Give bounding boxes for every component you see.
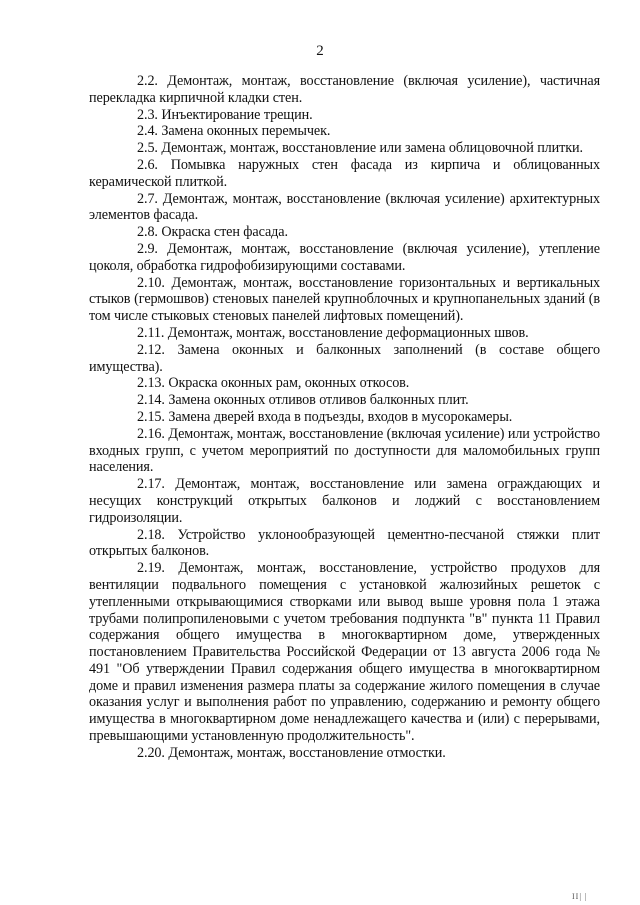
list-item: 2.15. Замена дверей входа в подъезды, входов в мусорокамеры. — [137, 408, 513, 425]
list-item: 2.13. Окраска оконных рам, оконных откосов. — [137, 375, 410, 392]
list-item: 2.20. Демонтаж, монтаж, восстановление отмостки. — [137, 744, 446, 761]
list-item: 2.16. Демонтаж, монтаж, восстановление (включая усиление) или устройство входных групп, с учетом мероприятий по доступности для маломобильных групп населения. — [89, 425, 600, 476]
list-item: 2.14. Замена оконных отливов отливов балконных плит. — [137, 392, 469, 409]
list-item: 2.12. Замена оконных и балконных заполнений (в составе общего имущества). — [89, 341, 600, 375]
list-item: 2.9. Демонтаж, монтаж, восстановление (включая усиление), утепление цоколя, обработка гидрофобизирующими составами. — [89, 240, 600, 274]
list-item: 2.7. Демонтаж, монтаж, восстановление (включая усиление) архитектурных элементов фасада. — [89, 190, 600, 224]
list-item: 2.17. Демонтаж, монтаж, восстановление или замена ограждающих и несущих конструкций открытых балконов и лоджий с восстановлением гидроизоляции. — [89, 476, 600, 526]
list-item: 2.3. Инъектирование трещин. — [137, 106, 313, 123]
list-item: 2.19. Демонтаж, монтаж, восстановление, устройство продухов для вентиляции подвального помещения с установкой жалюзийных решеток с утепленными открывающимися створками или вывод выше уровня пола 1 этажа трубами полипропиленовыми с учетом требования подпункта "в" пункта 11 Правил содержания общего имущества в многоквартирном доме, утвержденных постановлением Правительства Российской Федерации от 13 августа 2006 года № 491 "Об утверждении Правил содержания общего имущества в многоквартирном доме и правил изменения размера платы за содержание жилого помещения в случае оказания услуг и выполнения работ по управлению, содержанию и ремонту общего имущества в многоквартирном доме ненадлежащего качества и (или) с перерывами, превышающими установленную продолжительность". — [89, 560, 600, 745]
list-item: 2.18. Устройство уклонообразующей цементно-песчаной стяжки плит открытых балконов. — [89, 526, 600, 560]
footer-mark: II| | — [572, 892, 588, 901]
page-number: 2 — [316, 43, 324, 59]
list-item: 2.11. Демонтаж, монтаж, восстановление деформационных швов. — [137, 324, 529, 341]
list-item: 2.4. Замена оконных перемычек. — [137, 123, 331, 140]
list-item: 2.5. Демонтаж, монтаж, восстановление или замена облицовочной плитки. — [137, 140, 583, 157]
list-item: 2.10. Демонтаж, монтаж, восстановление горизонтальных и вертикальных стыков (гермошвов) стеновых панелей крупноблочных и крупнопанельных зданий (в том числе стыковых стеновых панелей лифтовых помещений). — [89, 274, 600, 325]
list-item: 2.6. Помывка наружных стен фасада из кирпича и облицованных керамической плиткой. — [89, 156, 600, 190]
document-body — [89, 73, 600, 762]
list-item: 2.2. Демонтаж, монтаж, восстановление (включая усиление), частичная перекладка кирпичной кладки стен. — [89, 73, 600, 106]
list-item: 2.8. Окраска стен фасада. — [137, 224, 288, 241]
